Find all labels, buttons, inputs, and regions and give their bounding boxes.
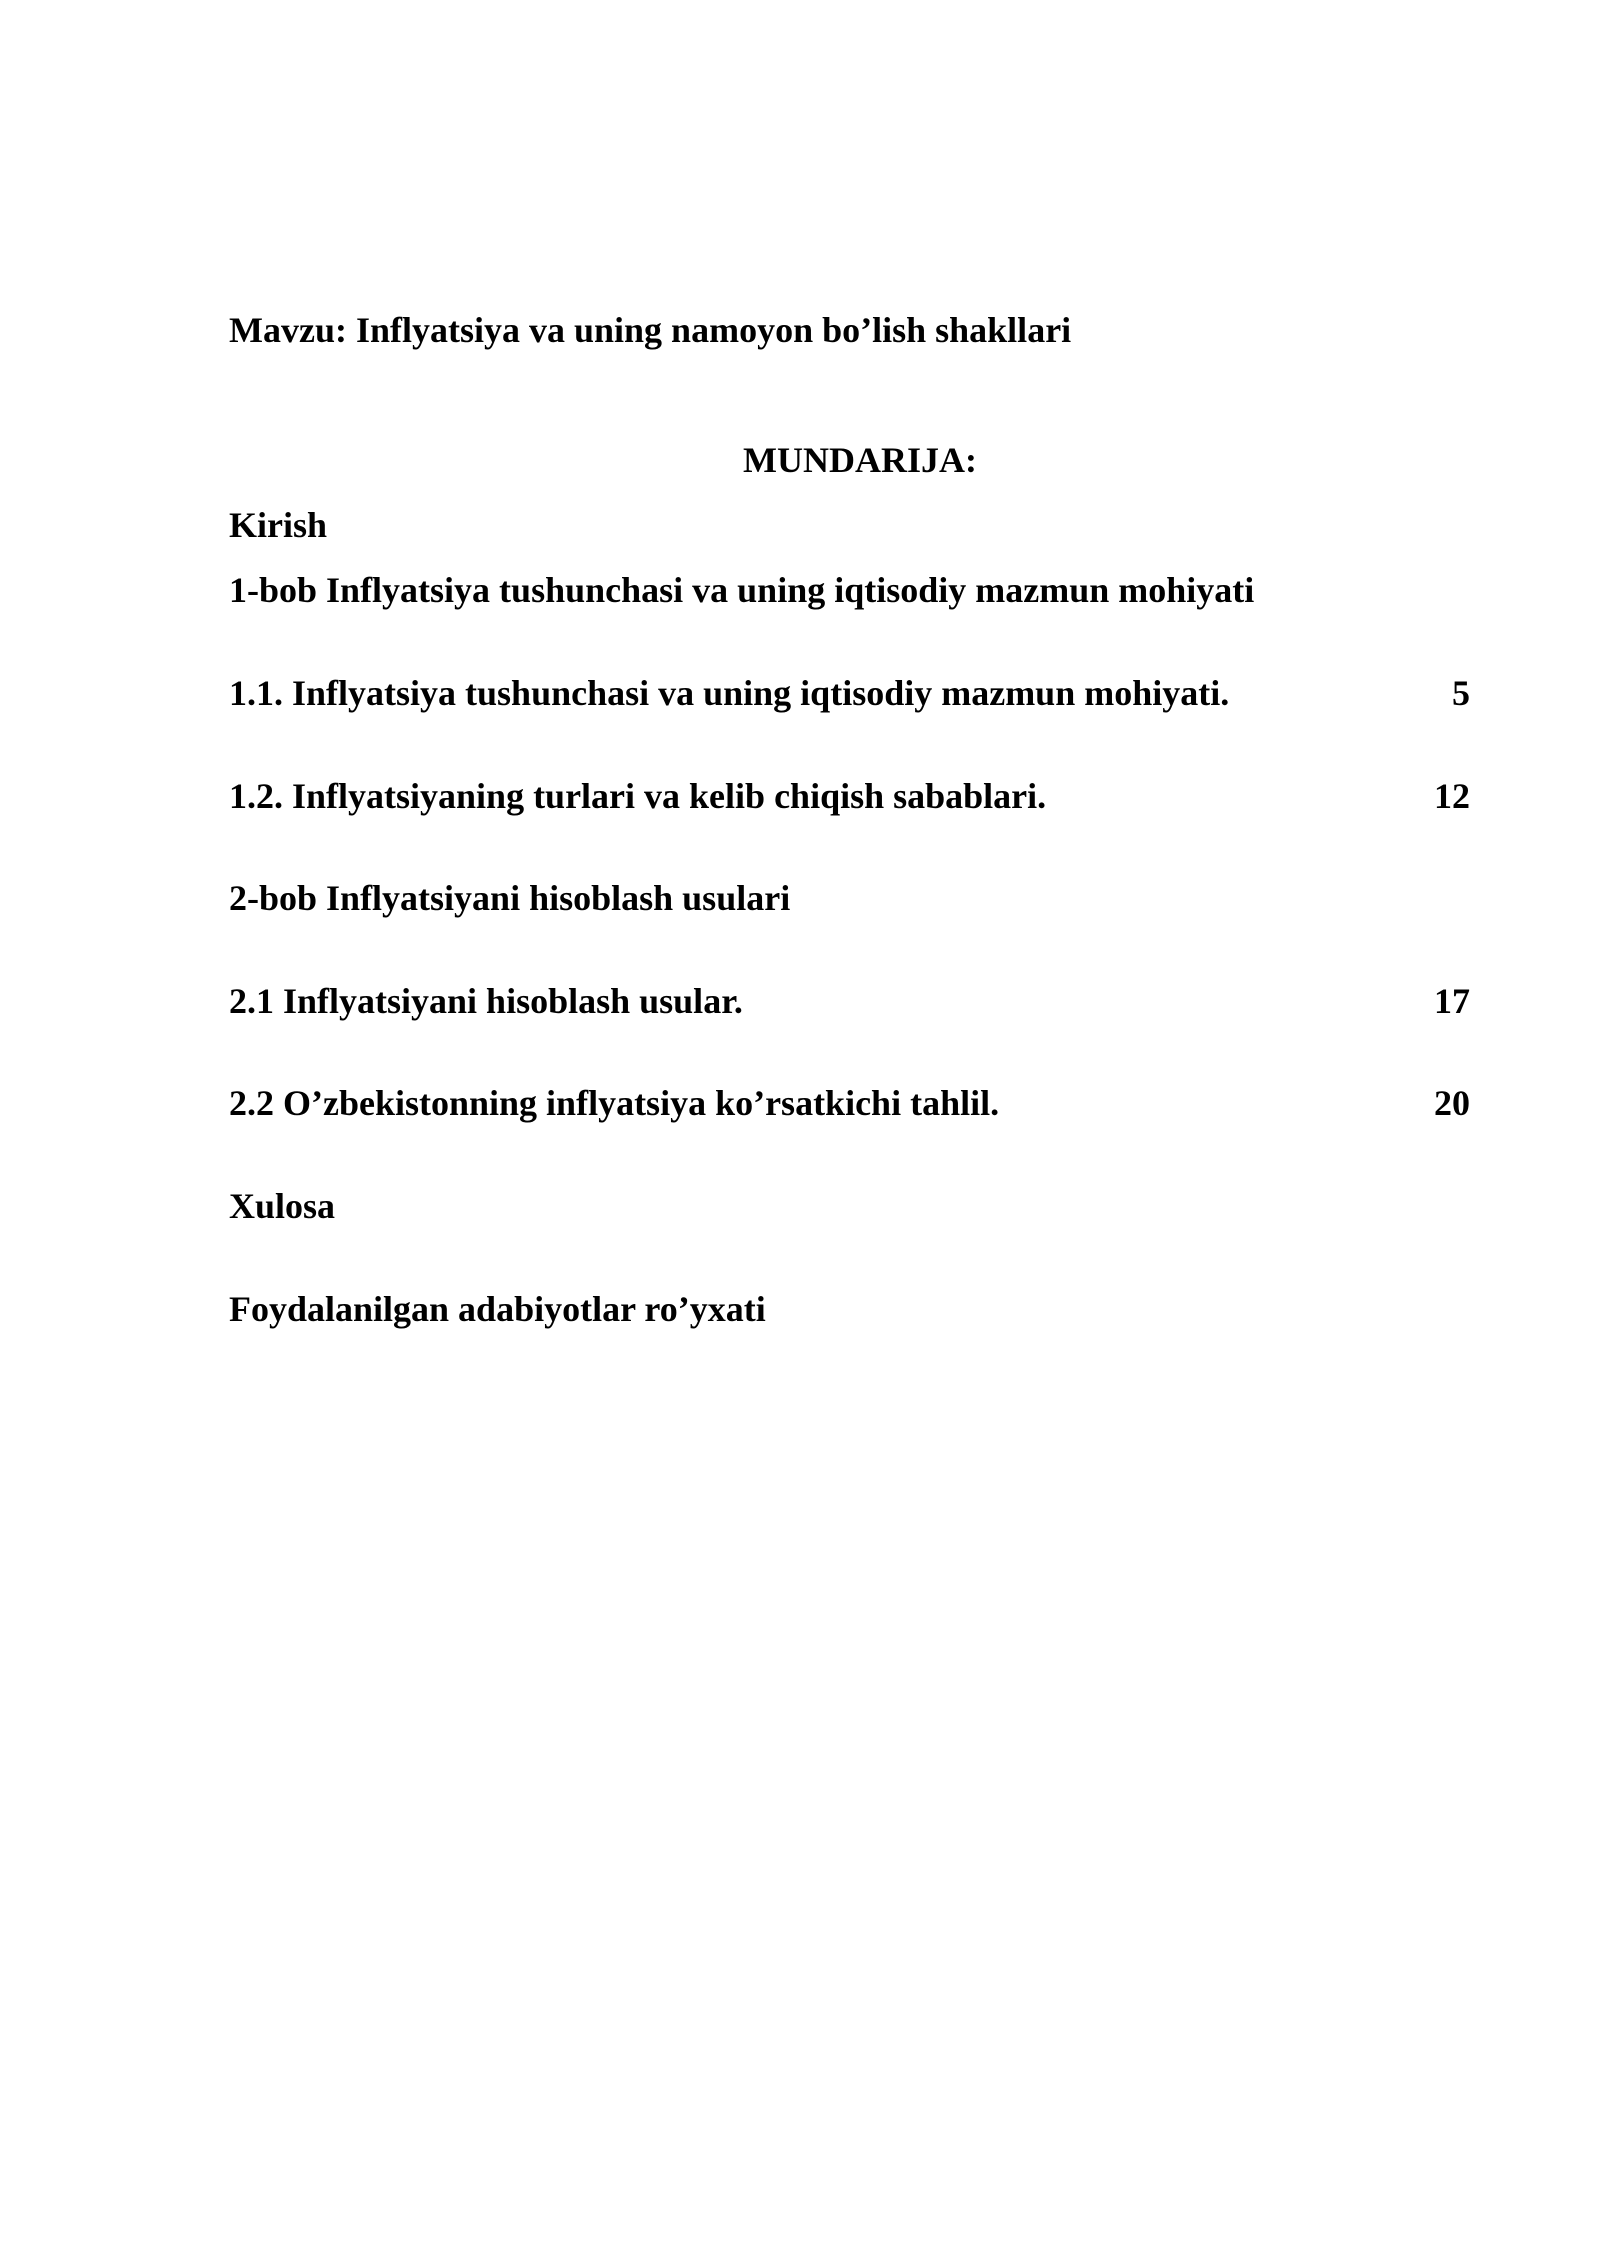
toc-entry-xulosa: Xulosa	[229, 1186, 336, 1226]
document-topic: Mavzu: Inflyatsiya va uning namoyon bo’lish shakllari	[229, 310, 1072, 350]
toc-entry-kirish: Kirish	[229, 505, 328, 545]
toc-entry-1-2: 1.2. Inflyatsiyaning turlari va kelib chiqish sabablari.	[229, 776, 1047, 816]
toc-page-number-2-2: 20	[1434, 1083, 1470, 1123]
toc-entry-2-1: 2.1 Inflyatsiyani hisoblash usular.	[229, 981, 743, 1021]
toc-heading: MUNDARIJA:	[743, 440, 977, 480]
toc-page-number-1-2: 12	[1434, 776, 1470, 816]
toc-entry-1-1: 1.1. Inflyatsiya tushunchasi va uning iqtisodiy mazmun mohiyati.	[229, 673, 1230, 713]
toc-entry-chapter-1: 1-bob Inflyatsiya tushunchasi va uning iqtisodiy mazmun mohiyati	[229, 570, 1255, 610]
toc-entry-references: Foydalanilgan adabiyotlar ro’yxati	[229, 1289, 766, 1329]
toc-entry-2-2: 2.2 O’zbekistonning inflyatsiya ko’rsatkichi tahlil.	[229, 1083, 1000, 1123]
toc-page-number-2-1: 17	[1434, 981, 1470, 1021]
toc-page-number-1-1: 5	[1452, 673, 1470, 713]
toc-entry-chapter-2: 2-bob Inflyatsiyani hisoblash usulari	[229, 878, 791, 918]
